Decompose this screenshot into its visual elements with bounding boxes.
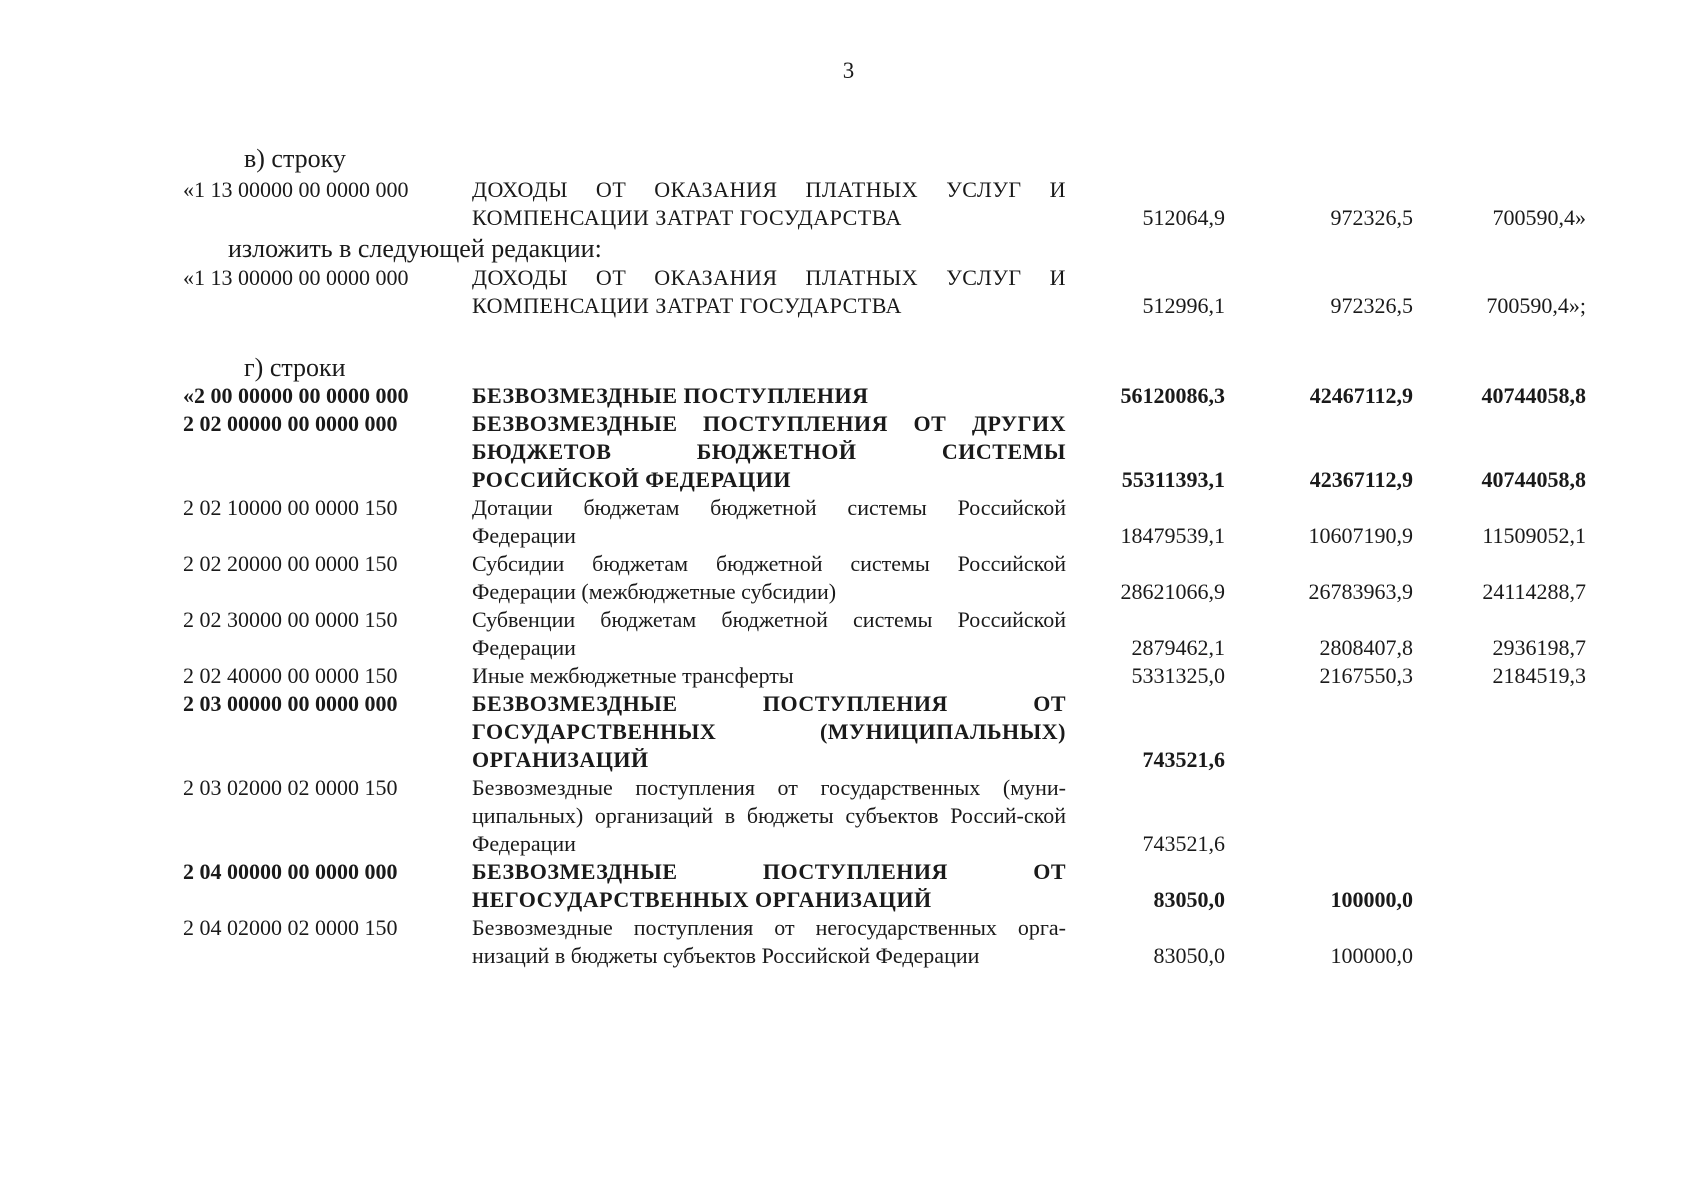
- row-name: Субвенции бюджетам бюджетной системы Российской Федерации: [472, 607, 1066, 660]
- row-value-3: 2936198,7: [1492, 635, 1586, 660]
- row-code: 2 04 00000 00 0000 000: [183, 859, 398, 884]
- row-value-2: 2808407,8: [1319, 635, 1413, 660]
- row-name: БЕЗВОЗМЕЗДНЫЕ ПОСТУПЛЕНИЯ ОТ ГОСУДАРСТВЕННЫХ (МУНИЦИПАЛЬНЫХ) ОРГАНИЗАЦИЙ: [472, 691, 1066, 772]
- row-value-1: 55311393,1: [1121, 467, 1225, 492]
- row-value-3: 24114288,7: [1482, 579, 1586, 604]
- row-value-2: 100000,0: [1330, 943, 1413, 968]
- replace-text: изложить в следующей редакции:: [228, 234, 602, 263]
- row-value-1: 743521,6: [1142, 747, 1225, 772]
- row-value-3: 40744058,8: [1481, 467, 1586, 492]
- row-name: БЕЗВОЗМЕЗДНЫЕ ПОСТУПЛЕНИЯ ОТ НЕГОСУДАРСТВЕННЫХ ОРГАНИЗАЦИЙ: [472, 859, 1066, 912]
- row-name: Дотации бюджетам бюджетной системы Российской Федерации: [472, 495, 1066, 548]
- row-value-2: 10607190,9: [1308, 523, 1413, 548]
- row-code: «1 13 00000 00 0000 000: [183, 177, 409, 202]
- row-value-1: 512996,1: [1142, 293, 1225, 318]
- row-value-3: 40744058,8: [1481, 383, 1586, 408]
- row-value-1: 743521,6: [1142, 831, 1225, 856]
- row-name: Иные межбюджетные трансферты: [472, 663, 794, 688]
- row-name: ДОХОДЫ ОТ ОКАЗАНИЯ ПЛАТНЫХ УСЛУГ И КОМПЕНСАЦИИ ЗАТРАТ ГОСУДАРСТВА: [472, 265, 1066, 318]
- row-code: 2 02 40000 00 0000 150: [183, 663, 398, 688]
- row-code: 2 03 02000 02 0000 150: [183, 775, 398, 800]
- row-name: Субсидии бюджетам бюджетной системы Российской Федерации (межбюджетные субсидии): [472, 551, 1066, 604]
- row-code: 2 02 30000 00 0000 150: [183, 607, 398, 632]
- row-value-3: 11509052,1: [1482, 523, 1586, 548]
- row-name: БЕЗВОЗМЕЗДНЫЕ ПОСТУПЛЕНИЯ: [472, 383, 869, 408]
- row-name: Безвозмездные поступления от негосударственных орга-низаций в бюджеты субъектов Российской Федерации: [472, 915, 1066, 968]
- row-code: 2 02 00000 00 0000 000: [183, 411, 398, 436]
- row-name: ДОХОДЫ ОТ ОКАЗАНИЯ ПЛАТНЫХ УСЛУГ И КОМПЕНСАЦИИ ЗАТРАТ ГОСУДАРСТВА: [472, 177, 1066, 230]
- row-value-1: 2879462,1: [1131, 635, 1225, 660]
- row-value-2: 42467112,9: [1309, 383, 1413, 408]
- row-value-2: 42367112,9: [1309, 467, 1413, 492]
- section-g-intro: г) строки: [244, 353, 346, 382]
- row-value-1: 56120086,3: [1120, 383, 1225, 408]
- row-value-1: 83050,0: [1153, 943, 1225, 968]
- row-code: «1 13 00000 00 0000 000: [183, 265, 409, 290]
- row-value-1: 5331325,0: [1131, 663, 1225, 688]
- row-value-1: 28621066,9: [1120, 579, 1225, 604]
- row-value-2: 972326,5: [1330, 205, 1413, 230]
- row-name: Безвозмездные поступления от государственных (муни-ципальных) организаций в бюджеты субъектов Россий-ской Федерации: [472, 775, 1066, 856]
- row-code: «2 00 00000 00 0000 000: [183, 383, 409, 408]
- row-code: 2 04 02000 02 0000 150: [183, 915, 398, 940]
- row-value-2: 2167550,3: [1319, 663, 1413, 688]
- row-code: 2 03 00000 00 0000 000: [183, 691, 398, 716]
- row-name: БЕЗВОЗМЕЗДНЫЕ ПОСТУПЛЕНИЯ ОТ ДРУГИХ БЮДЖЕТОВ БЮДЖЕТНОЙ СИСТЕМЫ РОССИЙСКОЙ ФЕДЕРАЦИИ: [472, 411, 1066, 492]
- row-value-2: 100000,0: [1330, 887, 1413, 912]
- section-v-intro: в) строку: [244, 144, 346, 173]
- row-value-2: 26783963,9: [1308, 579, 1413, 604]
- row-value-1: 18479539,1: [1120, 523, 1225, 548]
- row-code: 2 02 10000 00 0000 150: [183, 495, 398, 520]
- row-value-3: 2184519,3: [1492, 663, 1586, 688]
- row-value-1: 512064,9: [1142, 205, 1225, 230]
- row-value-1: 83050,0: [1153, 887, 1225, 912]
- row-code: 2 02 20000 00 0000 150: [183, 551, 398, 576]
- page-number: 3: [842, 58, 855, 83]
- row-value-3: 700590,4»;: [1486, 293, 1586, 318]
- row-value-2: 972326,5: [1330, 293, 1413, 318]
- row-value-3: 700590,4»: [1492, 205, 1586, 230]
